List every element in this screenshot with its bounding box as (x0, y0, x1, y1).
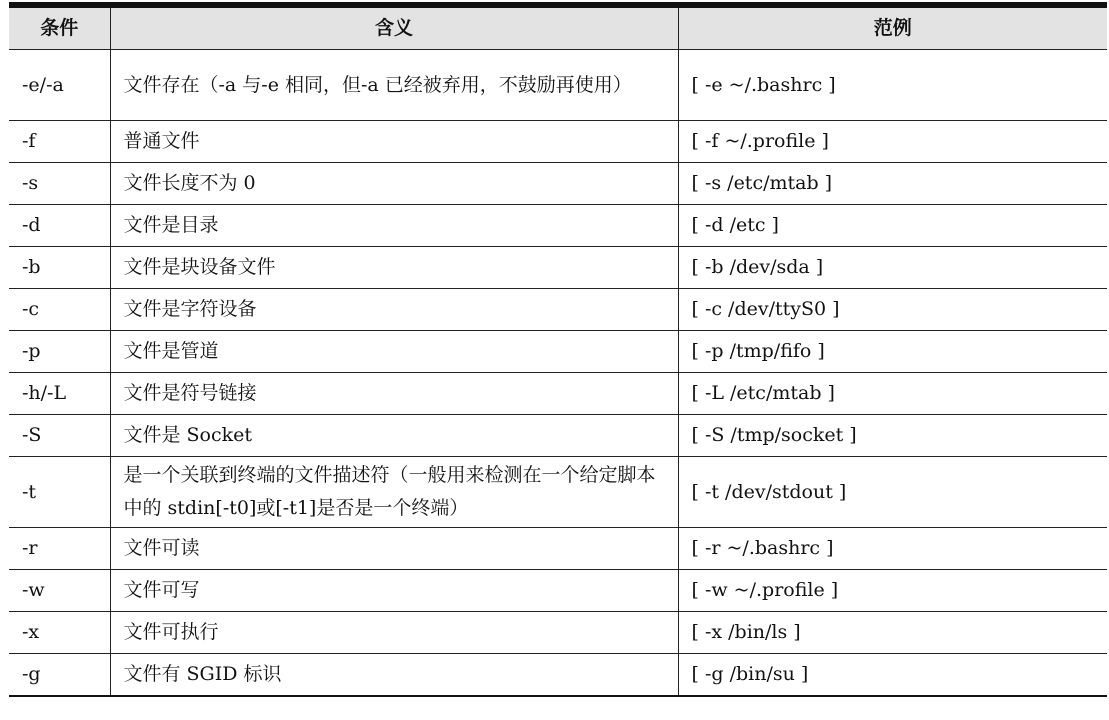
table-row (9, 289, 1107, 331)
cell-example: [ -s /etc/mtab ] (678, 163, 1107, 205)
table-row (9, 373, 1107, 415)
table-row (9, 50, 1107, 121)
cell-meaning: 文件是管道 (110, 331, 678, 373)
table-header-row (9, 8, 1107, 50)
cell-condition: -r (9, 528, 110, 570)
cell-condition: -d (9, 205, 110, 247)
cell-meaning: 文件可执行 (110, 612, 678, 654)
cell-meaning: 文件有 SGID 标识 (110, 654, 678, 697)
cell-meaning: 文件是符号链接 (110, 373, 678, 415)
cell-meaning: 文件可读 (110, 528, 678, 570)
table-row (9, 121, 1107, 163)
header-meaning: 含义 (110, 8, 678, 50)
cell-example: [ -f ~/.profile ] (678, 121, 1107, 163)
cell-example: [ -x /bin/ls ] (678, 612, 1107, 654)
cell-example: [ -t /dev/stdout ] (678, 457, 1107, 528)
cell-condition: -t (9, 457, 110, 528)
cell-example: [ -S /tmp/socket ] (678, 415, 1107, 457)
cell-condition: -f (9, 121, 110, 163)
header-condition: 条件 (9, 8, 110, 50)
cell-condition: -S (9, 415, 110, 457)
table-row (9, 163, 1107, 205)
cell-meaning: 普通文件 (110, 121, 678, 163)
cell-condition: -w (9, 570, 110, 612)
cell-meaning: 文件存在（-a 与-e 相同，但-a 已经被弃用，不鼓励再使用） (110, 50, 678, 121)
cell-condition: -s (9, 163, 110, 205)
table-row (9, 331, 1107, 373)
cell-meaning: 文件是目录 (110, 205, 678, 247)
cell-example: [ -L /etc/mtab ] (678, 373, 1107, 415)
cell-example: [ -d /etc ] (678, 205, 1107, 247)
header-example: 范例 (678, 8, 1107, 50)
cell-condition: -p (9, 331, 110, 373)
table-row (9, 654, 1107, 697)
table-row (9, 247, 1107, 289)
table-row (9, 205, 1107, 247)
cell-condition: -c (9, 289, 110, 331)
table-row (9, 528, 1107, 570)
cell-condition: -h/-L (9, 373, 110, 415)
cell-example: [ -w ~/.profile ] (678, 570, 1107, 612)
file-test-conditions-table (9, 8, 1107, 697)
cell-example: [ -e ~/.bashrc ] (678, 50, 1107, 121)
cell-meaning: 文件可写 (110, 570, 678, 612)
cell-condition: -b (9, 247, 110, 289)
cell-condition: -g (9, 654, 110, 697)
cell-example: [ -r ~/.bashrc ] (678, 528, 1107, 570)
table-row (9, 415, 1107, 457)
table-row (9, 457, 1107, 528)
cell-condition: -x (9, 612, 110, 654)
cell-meaning: 文件是 Socket (110, 415, 678, 457)
cell-meaning: 文件是块设备文件 (110, 247, 678, 289)
cell-meaning: 文件长度不为 0 (110, 163, 678, 205)
cell-example: [ -g /bin/su ] (678, 654, 1107, 697)
cell-example: [ -c /dev/ttyS0 ] (678, 289, 1107, 331)
table-row (9, 612, 1107, 654)
cell-meaning: 文件是字符设备 (110, 289, 678, 331)
cell-example: [ -p /tmp/fifo ] (678, 331, 1107, 373)
cell-meaning: 是一个关联到终端的文件描述符（一般用来检测在一个给定脚本中的 stdin[-t0]或[-t1]是否是一个终端） (110, 457, 678, 528)
cell-example: [ -b /dev/sda ] (678, 247, 1107, 289)
cell-condition: -e/-a (9, 50, 110, 121)
file-test-table-container (9, 2, 1107, 697)
table-row (9, 570, 1107, 612)
